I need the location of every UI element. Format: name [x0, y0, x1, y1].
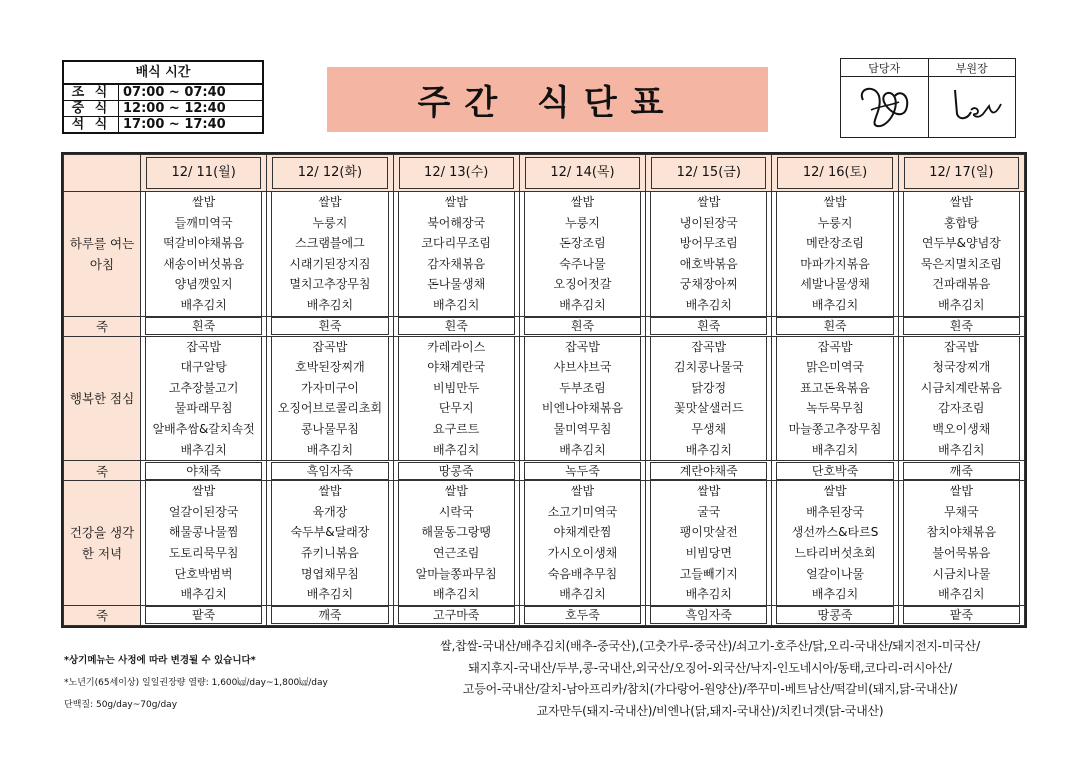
porridge-item: 흰죽 — [524, 317, 641, 335]
menu-item: 고추장불고기 — [168, 380, 239, 395]
lunch-time: 12:00 ~ 12:40 — [119, 101, 264, 117]
date-label: 12/ 11(월) — [146, 157, 261, 189]
menu-item: 연근조림 — [433, 545, 480, 560]
menu-item: 세발나물생채 — [800, 277, 870, 292]
menu-item: 배추김치 — [685, 587, 732, 602]
date-header — [898, 155, 1024, 192]
menu-item: 배추김치 — [180, 587, 227, 602]
date-label: 12/ 17(일) — [904, 157, 1019, 189]
menu-item: 단호박범벅 — [174, 566, 233, 581]
dinner-menu-list — [145, 481, 262, 605]
menu-item: 쌀밥 — [318, 484, 342, 499]
menu-item: 마파가지볶음 — [800, 256, 870, 271]
menu-item: 쌀밥 — [697, 195, 721, 209]
menu-item: 잡곡밥 — [312, 339, 348, 354]
dinner-menu-list — [271, 481, 388, 605]
lunch-menu-cell — [141, 336, 267, 461]
menu-item: 배추김치 — [433, 587, 480, 602]
page-title-banner — [327, 67, 768, 132]
origin-line: 교자만두(돼지-국내산)/비엔나(닭,돼지-국내산)/치킨너겟(닭-국내산) — [536, 703, 884, 718]
lunch-porridge-cell — [393, 461, 519, 481]
origin-line: 쌀,찹쌀-국내산/배추김치(배추-중국산),(고춧가루-중국산)/쇠고기-호주산/닭,오리-국내산/돼지전지-미국산/ — [440, 639, 980, 653]
origin-line: 돼지후지-국내산/두부,콩-국내산,외국산/오징어-외국산/낙지-인도네시아/동태,코다리-러시아산/ — [468, 660, 952, 675]
menu-item: 배추김치 — [685, 442, 732, 457]
approval-vice-director-label: 부원장 — [928, 59, 1016, 77]
menu-item: 쌀밥 — [949, 195, 973, 209]
dinner-porridge-cell — [898, 605, 1024, 625]
menu-item: 호박된장찌개 — [295, 360, 365, 375]
menu-item: 비빔당면 — [685, 545, 732, 560]
corner-cell — [64, 155, 141, 192]
menu-item: 메란장조림 — [806, 236, 865, 251]
lunch-menu-list — [650, 337, 767, 461]
lunch-label: 중 식 — [63, 101, 119, 117]
lunch-porridge-row — [64, 461, 1025, 481]
breakfast-menu-list — [650, 192, 767, 316]
dinner-menu-cell — [898, 481, 1024, 606]
date-header — [519, 155, 645, 192]
date-header — [141, 155, 267, 192]
lunch-category: 행복한 점심 — [64, 336, 141, 461]
lunch-menu-list — [145, 337, 262, 461]
menu-item: 녹두묵무침 — [806, 401, 865, 416]
dinner-menu-list — [776, 481, 893, 605]
menu-item: 누룽지 — [817, 215, 853, 230]
menu-item: 감자조림 — [938, 401, 985, 416]
menu-item: 숙음배추무침 — [547, 566, 618, 581]
menu-item: 카레라이스 — [427, 339, 486, 354]
menu-item: 물미역무침 — [553, 421, 612, 436]
menu-item: 고들빼기지 — [679, 566, 738, 581]
menu-item: 알마늘쫑파무침 — [415, 566, 497, 581]
dinner-menu-list — [398, 481, 515, 605]
porridge-item: 흰죽 — [776, 317, 893, 335]
porridge-item: 팥죽 — [145, 606, 262, 624]
menu-item: 돈나물생채 — [427, 277, 486, 292]
date-header — [393, 155, 519, 192]
porridge-item: 흰죽 — [398, 317, 515, 335]
breakfast-menu-list — [271, 192, 388, 316]
serving-time-table — [62, 60, 264, 134]
breakfast-menu-list — [903, 192, 1020, 316]
menu-item: 비빔만두 — [433, 380, 480, 395]
menu-item: 배추김치 — [180, 297, 227, 312]
weekly-menu-table — [63, 154, 1025, 626]
porridge-item: 야채죽 — [145, 462, 262, 480]
porridge-item: 고구마죽 — [398, 606, 515, 624]
menu-item: 쌀밥 — [192, 195, 216, 209]
lunch-porridge-cell — [646, 461, 772, 481]
menu-item: 닭강정 — [691, 380, 727, 395]
menu-item: 표고돈육볶음 — [800, 380, 870, 395]
menu-item: 꽃맛살샐러드 — [673, 401, 744, 416]
menu-item: 배추김치 — [938, 442, 985, 457]
weekly-menu-table-frame — [61, 152, 1027, 628]
dinner-porridge-cell — [646, 605, 772, 625]
approval-box — [840, 58, 1016, 138]
breakfast-menu-cell — [267, 192, 393, 317]
menu-item: 배추김치 — [180, 442, 227, 457]
menu-item: 육개장 — [312, 504, 348, 519]
breakfast-menu-list — [398, 192, 515, 316]
lunch-menu-list — [903, 337, 1020, 461]
menu-item: 배추김치 — [811, 587, 859, 602]
menu-item: 얼갈이나물 — [806, 566, 865, 581]
menu-item: 얼갈이된장국 — [168, 504, 239, 519]
porridge-category: 죽 — [64, 605, 141, 625]
menu-item: 돈장조림 — [559, 236, 606, 251]
menu-item: 참치야채볶음 — [926, 525, 997, 540]
porridge-item: 단호박죽 — [776, 462, 893, 480]
dinner-porridge-cell — [267, 605, 393, 625]
menu-item: 팽이맛살전 — [679, 525, 738, 540]
lunch-porridge-cell — [141, 461, 267, 481]
menu-item: 청국장찌개 — [932, 360, 991, 375]
date-label: 12/ 14(목) — [525, 157, 640, 189]
date-header — [772, 155, 898, 192]
porridge-item: 흑임자죽 — [650, 606, 767, 624]
menu-item: 쌀밥 — [318, 195, 342, 209]
date-label: 12/ 16(토) — [777, 157, 892, 189]
lunch-porridge-cell — [267, 461, 393, 481]
porridge-item: 계란야채죽 — [650, 462, 767, 480]
breakfast-porridge-cell — [646, 316, 772, 336]
date-header — [646, 155, 772, 192]
vice-director-signature-graphic — [937, 80, 1007, 132]
dinner-row — [64, 481, 1025, 606]
breakfast-porridge-cell — [898, 316, 1024, 336]
menu-item: 두부조림 — [559, 380, 606, 395]
menu-item: 잡곡밥 — [817, 339, 853, 354]
lunch-menu-cell — [898, 336, 1024, 461]
porridge-item: 깨죽 — [271, 606, 388, 624]
menu-item: 쌀밥 — [192, 484, 216, 499]
lunch-menu-list — [524, 337, 641, 461]
dinner-menu-cell — [519, 481, 645, 606]
menu-item: 쌀밥 — [823, 484, 847, 499]
lunch-porridge-cell — [772, 461, 898, 481]
menu-item: 배추김치 — [811, 442, 859, 457]
menu-item: 들깨미역국 — [174, 215, 233, 230]
breakfast-menu-cell — [772, 192, 898, 317]
porridge-item: 땅콩죽 — [398, 462, 515, 480]
menu-item: 시락국 — [438, 504, 474, 519]
menu-item: 불어묵볶음 — [932, 545, 991, 560]
menu-item: 야채계란국 — [427, 360, 486, 375]
menu-item: 배추김치 — [433, 297, 480, 312]
porridge-item: 흰죽 — [650, 317, 767, 335]
breakfast-menu-cell — [898, 192, 1024, 317]
porridge-item: 흰죽 — [903, 317, 1020, 335]
menu-item: 단무지 — [438, 401, 474, 416]
menu-item: 굴국 — [697, 504, 721, 519]
menu-item: 잡곡밥 — [565, 339, 600, 354]
dinner-menu-list — [524, 481, 641, 605]
menu-item: 배추김치 — [559, 442, 606, 457]
menu-item: 가자미구이 — [300, 380, 359, 395]
manager-signature — [841, 77, 929, 138]
protein-recommendation: 단백질: 50g/day~70g/day — [64, 700, 178, 710]
breakfast-label: 조 식 — [63, 84, 119, 101]
dinner-menu-list — [650, 481, 767, 605]
lunch-menu-cell — [646, 336, 772, 461]
menu-item: 쥬키니볶음 — [300, 545, 359, 560]
menu-item: 누룽지 — [565, 215, 600, 230]
breakfast-porridge-cell — [393, 316, 519, 336]
menu-item: 누룽지 — [312, 215, 348, 230]
menu-item: 맑은미역국 — [806, 360, 865, 375]
menu-item: 오징어젓갈 — [553, 277, 612, 292]
dinner-porridge-cell — [393, 605, 519, 625]
menu-item: 배추김치 — [685, 297, 732, 312]
menu-item: 해물콩나물찜 — [168, 525, 239, 540]
menu-item: 배추김치 — [559, 297, 606, 312]
dinner-porridge-cell — [141, 605, 267, 625]
menu-item: 배추김치 — [938, 297, 985, 312]
menu-item: 가시오이생채 — [547, 545, 618, 560]
menu-item: 샤브샤브국 — [553, 360, 612, 375]
origin-line: 고등어-국내산/갈치-남아프리카/참치(가다랑어-원양산)/쭈꾸미-베트남산/떡갈비(돼지,닭-국내산)/ — [462, 682, 958, 696]
menu-item: 알배추쌈&갈치속젓 — [152, 421, 255, 436]
menu-item: 새송이버섯볶음 — [163, 256, 245, 271]
lunch-menu-cell — [772, 336, 898, 461]
breakfast-porridge-cell — [267, 316, 393, 336]
menu-item: 배추김치 — [811, 297, 859, 312]
menu-item: 해물동그랑땡 — [421, 525, 491, 540]
menu-item: 숙두부&달래장 — [290, 525, 370, 540]
porridge-category: 죽 — [64, 316, 141, 336]
menu-item: 배추김치 — [559, 587, 606, 602]
porridge-item: 녹두죽 — [524, 462, 641, 480]
menu-item: 잡곡밥 — [943, 339, 979, 354]
serving-time-title: 배식 시간 — [63, 61, 263, 84]
menu-item: 무채국 — [943, 504, 979, 519]
dinner-menu-cell — [772, 481, 898, 606]
menu-item: 시금치계란볶음 — [920, 380, 1002, 395]
dinner-menu-cell — [646, 481, 772, 606]
menu-item: 대구알탕 — [180, 360, 227, 375]
menu-item: 시금치나물 — [932, 566, 991, 581]
menu-item: 요구르트 — [433, 421, 480, 436]
lunch-porridge-cell — [898, 461, 1024, 481]
date-label: 12/ 13(수) — [399, 157, 514, 189]
menu-item: 생선까스&타르S — [791, 525, 879, 540]
menu-item: 쌀밥 — [444, 484, 468, 499]
approval-manager-label: 담당자 — [841, 59, 929, 77]
menu-item: 스크램블에그 — [295, 236, 365, 251]
porridge-item: 흰죽 — [271, 317, 388, 335]
date-label: 12/ 15(금) — [651, 157, 766, 189]
menu-item: 느타리버섯초회 — [794, 545, 876, 560]
date-header-row — [64, 155, 1025, 192]
menu-item: 소고기미역국 — [547, 504, 618, 519]
lunch-menu-cell — [393, 336, 519, 461]
dinner-porridge-cell — [772, 605, 898, 625]
menu-item: 묵은지멸치조림 — [920, 256, 1002, 271]
menu-item: 비엔나야채볶음 — [541, 401, 624, 416]
porridge-item: 깨죽 — [903, 462, 1020, 480]
lunch-menu-cell — [267, 336, 393, 461]
menu-item: 쌀밥 — [949, 484, 973, 499]
menu-item: 코다리무조림 — [421, 236, 491, 251]
lunch-menu-list — [271, 337, 388, 461]
breakfast-menu-cell — [519, 192, 645, 317]
porridge-item: 호두죽 — [524, 606, 641, 624]
breakfast-porridge-row — [64, 316, 1025, 336]
menu-item: 쌀밥 — [444, 195, 468, 209]
dinner-menu-list — [903, 481, 1020, 605]
menu-item: 물파래무침 — [174, 401, 233, 416]
porridge-item: 흑임자죽 — [271, 462, 388, 480]
menu-item: 백오이생채 — [932, 421, 991, 436]
dinner-label: 석 식 — [63, 117, 119, 134]
lunch-row — [64, 336, 1025, 461]
breakfast-menu-list — [524, 192, 641, 316]
menu-item: 애호박볶음 — [679, 256, 738, 271]
menu-item: 쌀밥 — [570, 484, 595, 499]
menu-item: 연두부&양념장 — [921, 236, 1001, 251]
porridge-item: 흰죽 — [145, 317, 262, 335]
menu-item: 감자채볶음 — [427, 256, 486, 271]
menu-item: 명엽채무침 — [300, 566, 359, 581]
breakfast-time: 07:00 ~ 07:40 — [119, 84, 264, 101]
dinner-category: 건강을 생각한 저녁 — [64, 481, 141, 606]
menu-item: 배추김치 — [306, 587, 354, 602]
calorie-recommendation: *노년기(65세이상) 일일권장량 열량: 1,600㎉/day~1,800㎉/day — [64, 678, 328, 688]
porridge-item: 땅콩죽 — [776, 606, 893, 624]
dinner-menu-cell — [267, 481, 393, 606]
porridge-item: 팥죽 — [903, 606, 1020, 624]
breakfast-menu-list — [776, 192, 893, 316]
date-header — [267, 155, 393, 192]
menu-item: 잡곡밥 — [691, 339, 727, 354]
page-title: 주간 식단표 — [417, 83, 678, 123]
breakfast-menu-cell — [646, 192, 772, 317]
menu-item: 도토리묵무침 — [168, 545, 239, 560]
origin-info — [385, 636, 1035, 722]
dinner-porridge-cell — [519, 605, 645, 625]
porridge-category: 죽 — [64, 461, 141, 481]
menu-item: 배추김치 — [306, 442, 354, 457]
notes-block — [64, 650, 328, 716]
menu-item: 홍합탕 — [943, 215, 979, 230]
dinner-time: 17:00 ~ 17:40 — [119, 117, 264, 134]
date-label: 12/ 12(화) — [272, 157, 387, 189]
manager-signature-graphic — [849, 80, 919, 132]
menu-item: 배추된장국 — [806, 504, 865, 519]
menu-item: 양념깻잎지 — [174, 277, 233, 292]
dinner-porridge-row — [64, 605, 1025, 625]
menu-item: 콩나물무침 — [300, 421, 359, 436]
lunch-menu-list — [776, 337, 893, 461]
menu-item: 멸치고추장무침 — [289, 277, 371, 292]
lunch-porridge-cell — [519, 461, 645, 481]
menu-item: 북어해장국 — [427, 215, 486, 230]
breakfast-category: 하루를 여는 아침 — [64, 192, 141, 317]
menu-item: 방어무조림 — [679, 236, 738, 251]
menu-change-notice: *상기메뉴는 사정에 따라 변경될 수 있습니다* — [64, 655, 256, 666]
breakfast-porridge-cell — [772, 316, 898, 336]
menu-item: 쌀밥 — [697, 484, 721, 499]
menu-item: 마늘쫑고추장무침 — [788, 421, 882, 436]
menu-item: 떡갈비야채볶음 — [163, 236, 245, 251]
menu-item: 냉이된장국 — [679, 215, 738, 230]
menu-item: 김치콩나물국 — [673, 360, 744, 375]
dinner-menu-cell — [393, 481, 519, 606]
lunch-menu-list — [398, 337, 515, 461]
menu-item: 무생채 — [691, 421, 727, 436]
breakfast-porridge-cell — [519, 316, 645, 336]
dinner-menu-cell — [141, 481, 267, 606]
menu-item: 배추김치 — [433, 442, 480, 457]
menu-item: 야채계란찜 — [553, 525, 612, 540]
menu-item: 건파래볶음 — [932, 277, 991, 292]
breakfast-porridge-cell — [141, 316, 267, 336]
menu-item: 배추김치 — [938, 587, 985, 602]
menu-item: 시래기된장지짐 — [289, 256, 371, 271]
breakfast-menu-cell — [393, 192, 519, 317]
menu-item: 오징어브로콜리초회 — [277, 401, 383, 416]
breakfast-menu-cell — [141, 192, 267, 317]
menu-item: 숙주나물 — [559, 256, 606, 271]
menu-item: 배추김치 — [306, 297, 354, 312]
menu-item: 쌀밥 — [570, 195, 595, 209]
menu-item: 잡곡밥 — [186, 339, 222, 354]
menu-item: 쌀밥 — [823, 195, 847, 209]
breakfast-row — [64, 192, 1025, 317]
menu-item: 궁채장아찌 — [679, 277, 738, 292]
breakfast-menu-list — [145, 192, 262, 316]
vice-director-signature — [928, 77, 1016, 138]
lunch-menu-cell — [519, 336, 645, 461]
